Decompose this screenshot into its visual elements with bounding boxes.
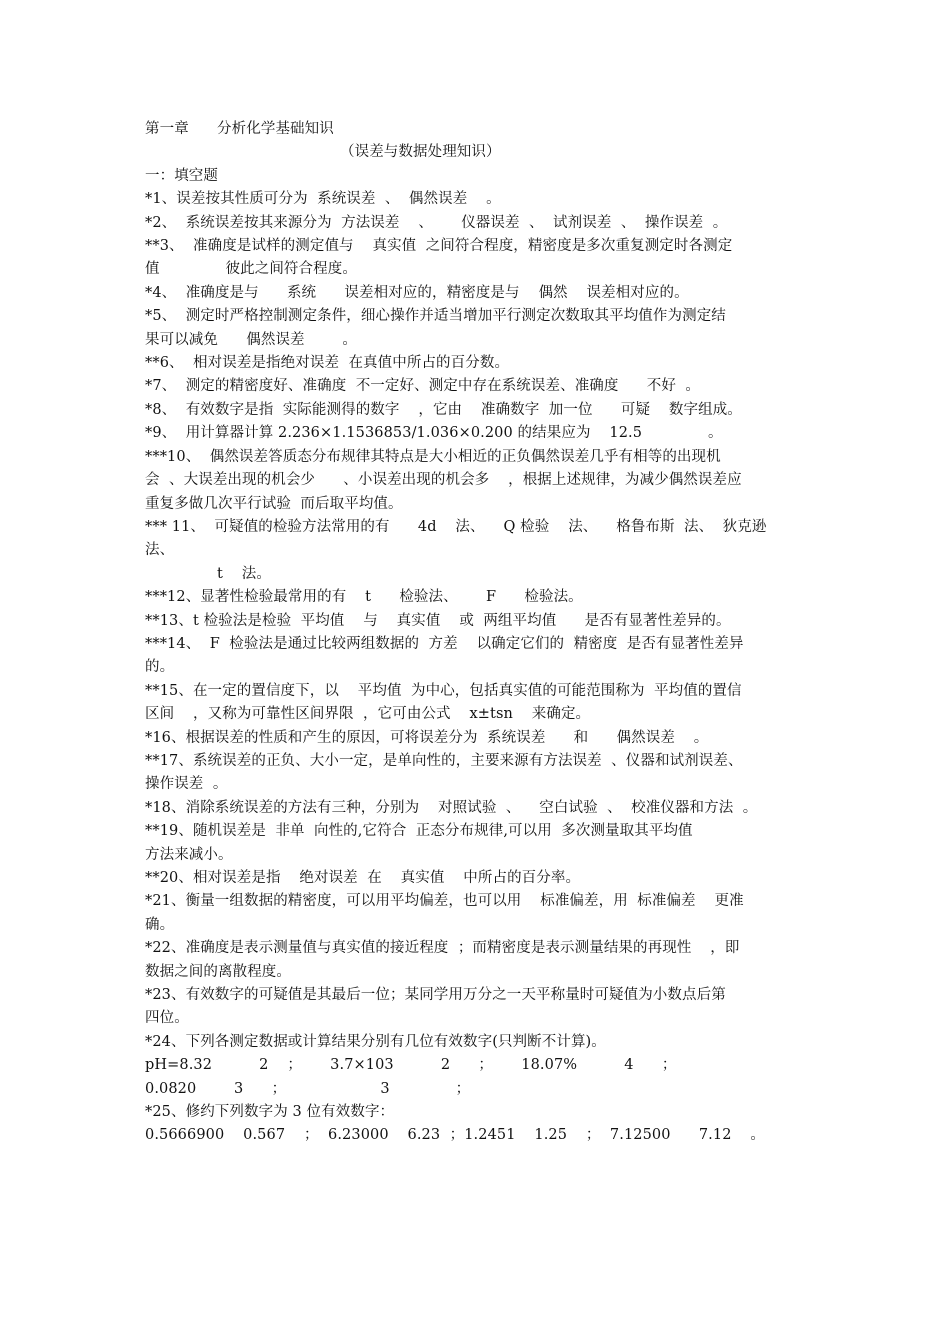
text-line: 操作误差 。 [145,776,228,793]
chapter-subtitle: （误差与数据处理知识） [340,144,501,161]
text-line: ***12、显著性检验最常用的有 t 检验法、 F 检验法。 [145,589,583,606]
text-line: 数据之间的离散程度。 [145,963,291,980]
text-line: **19、随机误差是 非单 向性的,它符合 正态分布规律,可以用 多次测量取其平均值 [145,823,693,840]
text-line: *** 11、 可疑值的检验方法常用的有 4d 法、 Q 检验 法、 格鲁布斯 法、 狄克逊 [145,518,767,535]
text-line: **20、相对误差是指 绝对误差 在 真实值 中所占的百分率。 [145,870,581,886]
text-line: **13、t 检验法是检验 平均值 与 真实值 或 两组平均值 是否有显著性差异的。 [145,612,731,629]
text-line: *8、 有效数字是指 实际能测得的数字 ，它由 准确数字 加一位 可疑 数字组成。 [145,401,742,418]
text-line: **3、 准确度是试样的测定值与 真实值 之间符合程度，精密度是多次重复测定时各测定 [145,238,733,255]
document-page [145,118,813,1148]
text-line: *2、 系统误差按其来源分为 方法误差 、 仪器误差 、 试剂误差 、 操作误差 。 [145,214,728,231]
text-line: *22、准确度是表示测量值与真实值的接近程度 ；而精密度是表示测量结果的再现性 ，即 [145,940,740,957]
question-list [145,188,813,1148]
text-line: 值 彼此之间符合程度。 [145,261,357,278]
text-line: *1、误差按其性质可分为 系统误差 、 偶然误差 。 [145,191,501,208]
text-line: *5、 测定时严格控制测定条件，细心操作并适当增加平行测定次数取其平均值作为测定结 [145,308,726,325]
text-line: t 法。 [217,565,271,582]
text-line: 区间 ，又称为可靠性区间界限 ，它可由公式 x±tsn 来确定。 [145,706,591,723]
text-line: **15、在一定的置信度下，以 平均值 为中心，包括真实值的可能范围称为 平均值的置信 [145,682,742,699]
text-line: pH=8.32 2 ； 3.7×103 2 ； 18.07% 4 ； [145,1057,677,1074]
text-line: 确。 [145,916,175,933]
text-line: 会 、大误差出现的机会少 、小误差出现的机会多 ，根据上述规律，为减少偶然误差应 [145,472,742,489]
text-line: 0.0820 3 ； 3 ； [145,1080,471,1097]
text-line: 重复多做几次平行试验 而后取平均值。 [145,495,403,512]
section-heading: 一：填空题 [145,167,218,184]
text-line: ***10、 偶然误差答质态分布规律其特点是大小相近的正负偶然误差几乎有相等的出现机 [145,448,721,465]
text-line: 四位。 [145,1010,189,1027]
text-line: *24、下列各测定数据或计算结果分别有几位有效数字(只判断不计算)。 [145,1033,606,1050]
text-line: *16、根据误差的性质和产生的原因，可将误差分为 系统误差 和 偶然误差 。 [145,729,709,746]
text-line: **6、 相对误差是指绝对误差 在真值中所占的百分数。 [145,355,510,372]
text-line: *7、 测定的精密度好、准确度 不一定好、测定中存在系统误差、准确度 不好 。 [145,378,700,395]
text-line: 法、 [145,542,175,559]
text-line: *9、 用计算器计算 2.236×1.1536853/1.036×0.200 的结果应为 12.5 。 [145,425,723,442]
text-line: *23、有效数字的可疑值是其最后一位；某同学用万分之一天平称量时可疑值为小数点后第 [145,987,726,1004]
text-line: 的。 [145,659,175,676]
text-line: 方法来减小。 [145,846,233,863]
text-line: *18、消除系统误差的方法有三种，分别为 对照试验 、 空白试验 、 校准仪器和方法 。 [145,799,758,816]
text-line: 果可以减免 偶然误差 。 [145,331,357,348]
text-line: 0.5666900 0.567 ； 6.23000 6.23 ；1.2451 1.25 ； 7.12500 7.12 。 [145,1127,765,1144]
text-line: **17、系统误差的正负、大小一定，是单向性的，主要来源有方法误差 、仪器和试剂误差、 [145,752,743,769]
text-line: ***14、 F 检验法是通过比较两组数据的 方差 以确定它们的 精密度 是否有显著性差异 [145,635,744,652]
text-line: *4、 准确度是与 系统 误差相对应的，精密度是与 偶然 误差相对应的。 [145,284,689,301]
chapter-title: 第一章 分析化学基础知识 [145,121,334,137]
text-line: *25、修约下列数字为 3 位有效数字： [145,1104,395,1121]
text-line: *21、衡量一组数据的精密度，可以用平均偏差，也可以用 标准偏差，用 标准偏差 更准 [145,893,744,910]
